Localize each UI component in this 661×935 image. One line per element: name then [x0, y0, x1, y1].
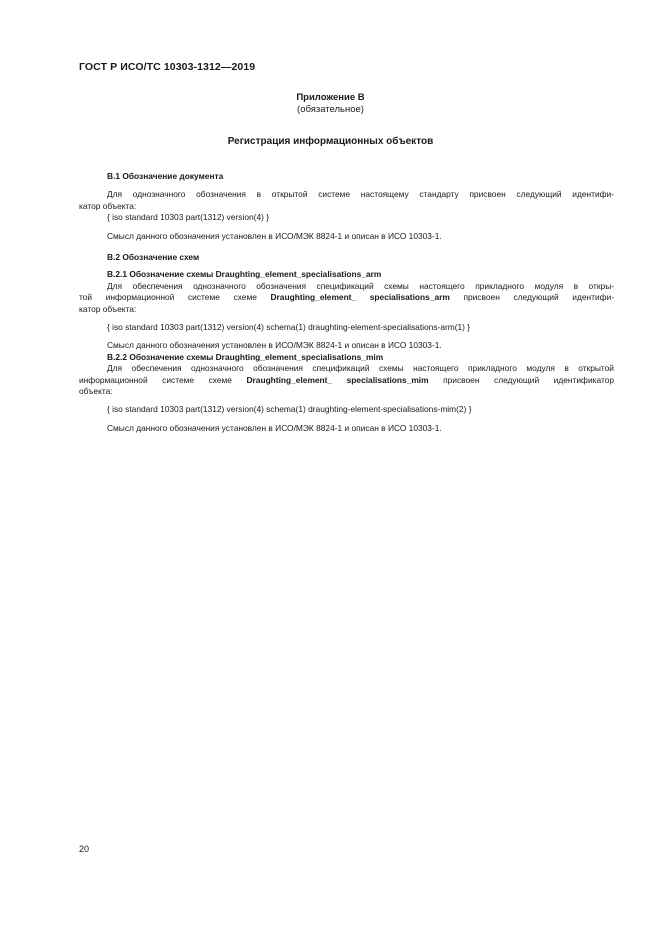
b22-meaning: Смысл данного обозначения установлен в ИСО/МЭК 8824-1 и описан в ИСО 10303-1. [107, 422, 442, 433]
b22-line2-tail: присвоен следующий идентификатор [428, 374, 614, 385]
b21-identifier: { iso standard 10303 part(1312) version(4) schema(1) draughting-element-specialisations-arm(1) } [107, 322, 471, 333]
b22-paragraph-line3: объекта: [79, 386, 113, 397]
b22-paragraph-line2 [79, 375, 614, 386]
b21-schema-name: Draughting_element_ specialisations_arm [270, 292, 450, 303]
b22-identifier: { iso standard 10303 part(1312) version(4) schema(1) draughting-element-specialisations-mim(2) } [107, 404, 472, 415]
annex-heading [0, 92, 661, 116]
section-b2 [79, 252, 614, 434]
b22-heading: В.2.2 Обозначение схемы Draughting_element_specialisations_mim [107, 351, 384, 362]
b1-meaning: Смысл данного обозначения установлен в ИСО/МЭК 8824-1 и описан в ИСО 10303-1. [107, 230, 442, 241]
b21-line2-text: той информационной системе схеме [79, 292, 271, 303]
standard-header: ГОСТ Р ИСО/ТС 10303-1312—2019 [79, 61, 256, 73]
b22-paragraph-line1: Для обеспечения однозначного обозначения спецификаций схемы настоящего прикладного модуля в открытой [107, 363, 614, 374]
b1-paragraph-line1: Для однозначного обозначения в открытой системе настоящему стандарту присвоен следующий идентифи- [107, 189, 614, 200]
b1-identifier: { iso standard 10303 part(1312) version(4) } [107, 212, 270, 223]
b2-heading: В.2 Обозначение схем [107, 252, 200, 262]
b21-meaning: Смысл данного обозначения установлен в ИСО/МЭК 8824-1 и описан в ИСО 10303-1. [107, 340, 442, 351]
b21-paragraph-line1: Для обеспечения однозначного обозначения спецификаций схемы настоящего прикладного модуля в откры- [107, 280, 614, 291]
annex-status: (обязательное) [297, 104, 364, 115]
page-number: 20 [79, 844, 90, 854]
b21-line2-tail: присвоен следующий идентифи- [449, 292, 614, 303]
b21-paragraph-line2 [79, 292, 614, 303]
b1-heading: В.1 Обозначение документа [107, 171, 224, 181]
annex-title: Приложение В [296, 92, 365, 103]
b1-paragraph-line2: катор объекта: [79, 200, 137, 211]
section-b1 [79, 171, 614, 242]
b22-schema-name: Draughting_element_ specialisations_mim [246, 374, 429, 385]
section-title: Регистрация информационных объектов [227, 136, 434, 147]
b22-line2-text: информационной системе схеме [79, 374, 247, 385]
b21-paragraph-line3: катор объекта: [79, 303, 137, 314]
b21-heading: В.2.1 Обозначение схемы Draughting_element_specialisations_arm [107, 269, 382, 280]
